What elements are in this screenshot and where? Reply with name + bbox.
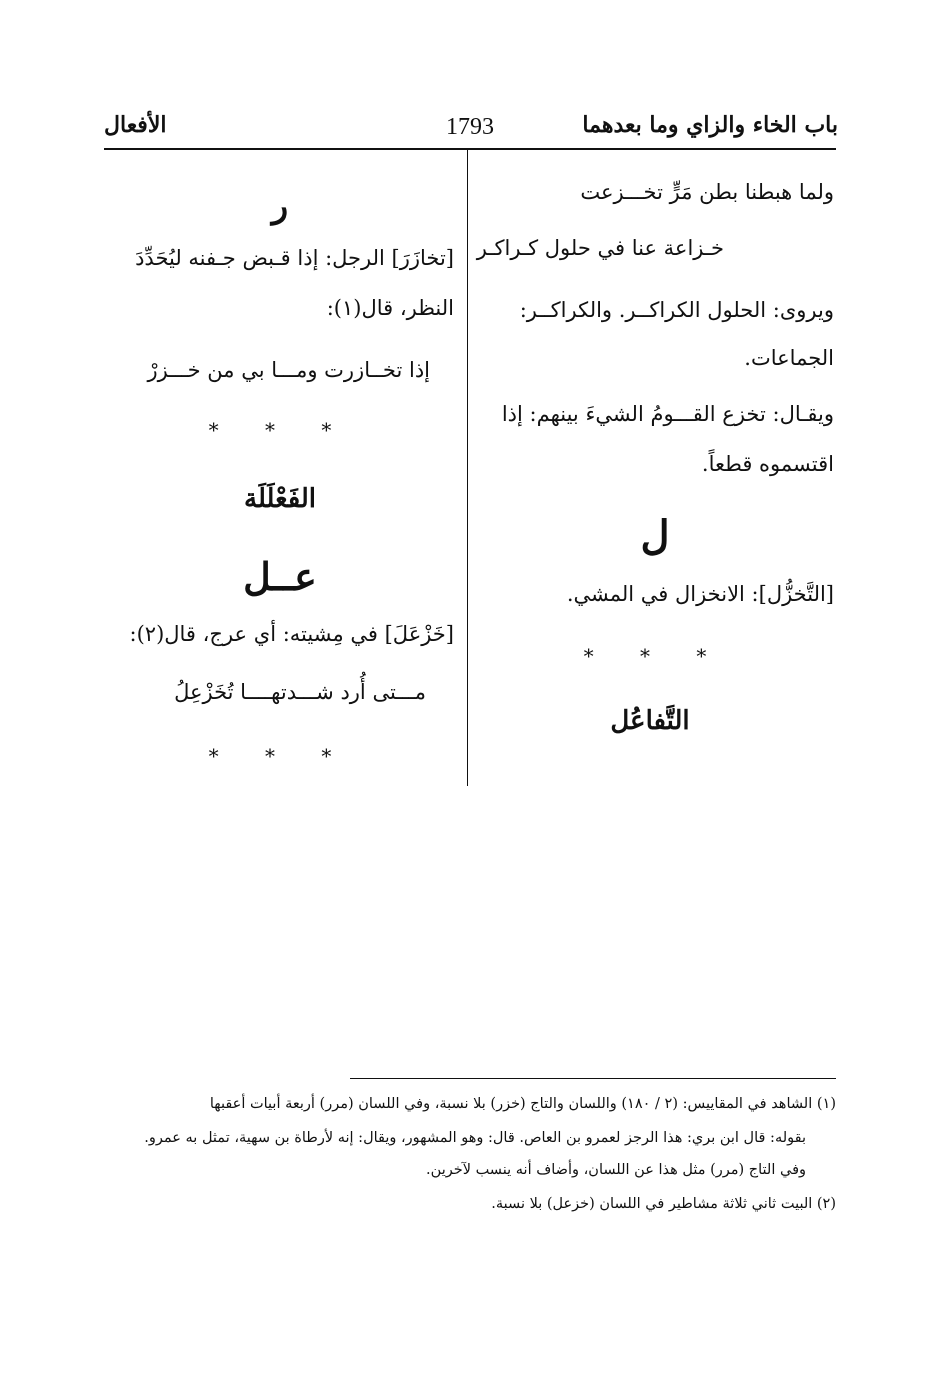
entry-khazala: [خَزْعَلَ] في مِشيته: أي عرج، قال(٢): xyxy=(129,622,454,646)
header-rule xyxy=(104,148,836,150)
section-letter-lam: ل xyxy=(640,512,670,559)
separator-stars-1: * * * xyxy=(208,418,352,442)
verse-takhazara: إذا تخــازرت ومـــا بي من خـــزرْ xyxy=(147,358,430,382)
footnote-1-line-3: وفي التاج (مرر) مثل هذا عن اللسان، وأضاف أنه ينسب لآخرين. xyxy=(426,1162,806,1178)
entry-takhazzul: [التَّخزُّل]: الانخزال في المشي. xyxy=(566,582,834,606)
separator-stars-2: * * * xyxy=(208,744,352,768)
section-letter-ain-lam: عــل xyxy=(243,554,317,599)
separator-stars: * * * xyxy=(583,644,727,668)
column-divider xyxy=(467,150,468,786)
definition-line-1: ويقـال: تخزع القـــومُ الشيءَ بينهم: إذا xyxy=(501,402,834,426)
footnote-rule xyxy=(350,1078,836,1079)
verse-khazala: مـــتى أُرد شـــدتهــــا تُخَزْعِلُ xyxy=(174,680,426,704)
variant-note-line-1: ويروى: الحلول الكراكــر. والكراكــر: xyxy=(519,298,834,322)
footnote-1-line-1: (١) الشاهد في المقاييس: (٢ / ١٨٠) واللسان والتاج (خزر) بلا نسبة، وفي اللسان (مرر) أربعة أبيات أعقبها xyxy=(209,1096,836,1112)
page-number: 1793 xyxy=(446,114,494,140)
footnote-1-line-2: بقوله: قال ابن بري: هذا الرجز لعمرو بن العاص. قال: وهو المشهور، ويقال: إنه لأرطاة بن سهية، تمثل به عمرو. xyxy=(144,1130,806,1146)
section-letter-ra: ر xyxy=(271,186,289,226)
verse-line-1: ولما هبطنا بطن مَرٍّ تخـــزعت xyxy=(580,180,834,204)
entry-takhazara-line-1: [تخازَرَ] الرجل: إذا قـبض جـفنه ليُحَدِّدَ xyxy=(135,246,454,270)
section-heading-tafaul: التَّفاعُل xyxy=(610,706,690,736)
header-section-title: الأفعال xyxy=(104,112,167,138)
footnote-2: (٢) البيت ثاني ثلاثة مشاطير في اللسان (خزعل) بلا نسبة. xyxy=(491,1196,836,1212)
section-heading-falala: الفَعْلَلَة xyxy=(244,484,316,514)
header-chapter-title: باب الخاء والزاي وما بعدهما xyxy=(582,112,838,138)
variant-note-line-2: الجماعات. xyxy=(744,346,834,370)
entry-takhazara-line-2: النظر، قال(١): xyxy=(326,296,454,320)
verse-line-2: خـزاعة عنا في حلول كـراكـر xyxy=(476,236,724,260)
definition-line-2: اقتسموه قطعاً. xyxy=(701,452,834,476)
